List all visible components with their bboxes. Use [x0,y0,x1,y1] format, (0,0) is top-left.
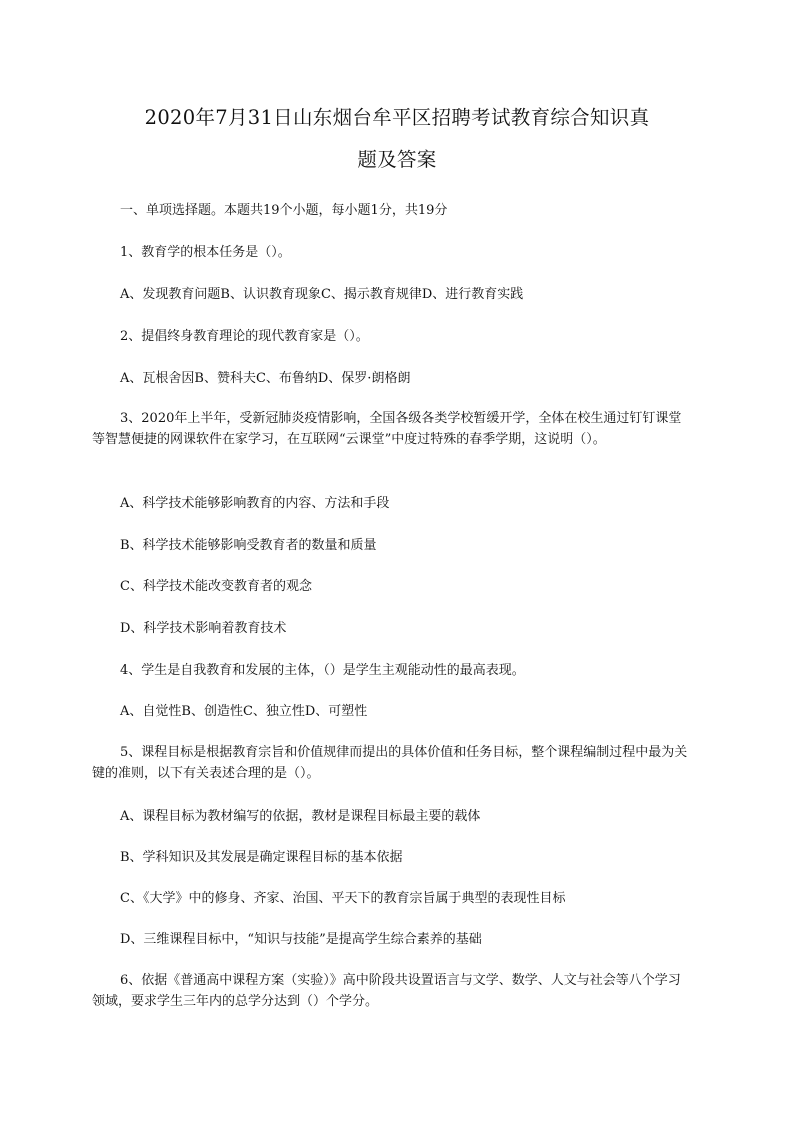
question-option: A、课程目标为教材编写的依据，教材是课程目标最主要的载体 [120,809,481,824]
question-option: C、科学技术能改变教育者的观念 [120,579,312,594]
question-option: A、自觉性B、创造性C、独立性D、可塑性 [120,704,368,719]
question-option: A、发现教育问题B、认识教育现象C、揭示教育规律D、进行教育实践 [120,287,524,302]
question-stem: 2、提倡终身教育理论的现代教育家是（）。 [120,329,369,344]
question-option: A、科学技术能够影响教育的内容、方法和手段 [120,496,390,511]
question-option: A、瓦根舍因B、赞科夫C、布鲁纳D、保罗·朗格朗 [120,371,411,386]
question-option: D、三维课程目标中，“知识与技能”是提高学生综合素养的基础 [120,932,482,947]
question-option: C、《大学》中的修身、齐家、治国、平天下的教育宗旨属于典型的表现性目标 [120,891,566,906]
question-stem: 6、依据《普通高中课程方案（实验）》高中阶段共设置语言与文学、数学、人文与社会等八个学习领域，要求学生三年内的总学分达到（）个学分。 [92,973,681,1009]
document-title-line-1: 2020年7月31日山东烟台牟平区招聘考试教育综合知识真 [144,106,650,129]
document-title-line-2: 题及答案 [357,148,437,171]
question-option: B、科学技术能够影响受教育者的数量和质量 [120,538,377,553]
question-option: D、科学技术影响着教育技术 [120,621,287,636]
section-heading: 一、单项选择题。本题共19个小题，每小题1分，共19分 [120,203,448,218]
question-stem: 5、课程目标是根据教育宗旨和价值规律而提出的具体价值和任务目标，整个课程编制过程中最为关键的准则，以下有关表述合理的是（）。 [92,745,688,781]
question-stem: 4、学生是自我教育和发展的主体，（）是学生主观能动性的最高表现。 [120,663,525,678]
question-option: B、学科知识及其发展是确定课程目标的基本依据 [120,850,403,865]
question-stem: 1、教育学的根本任务是（）。 [120,245,291,260]
question-stem: 3、2020年上半年，受新冠肺炎疫情影响，全国各级各类学校暂缓开学，全体在校生通过钉钉课堂等智慧便捷的网课软件在家学习，在互联网“云课堂”中度过特殊的春季学期，这说明（）。 [92,411,682,447]
